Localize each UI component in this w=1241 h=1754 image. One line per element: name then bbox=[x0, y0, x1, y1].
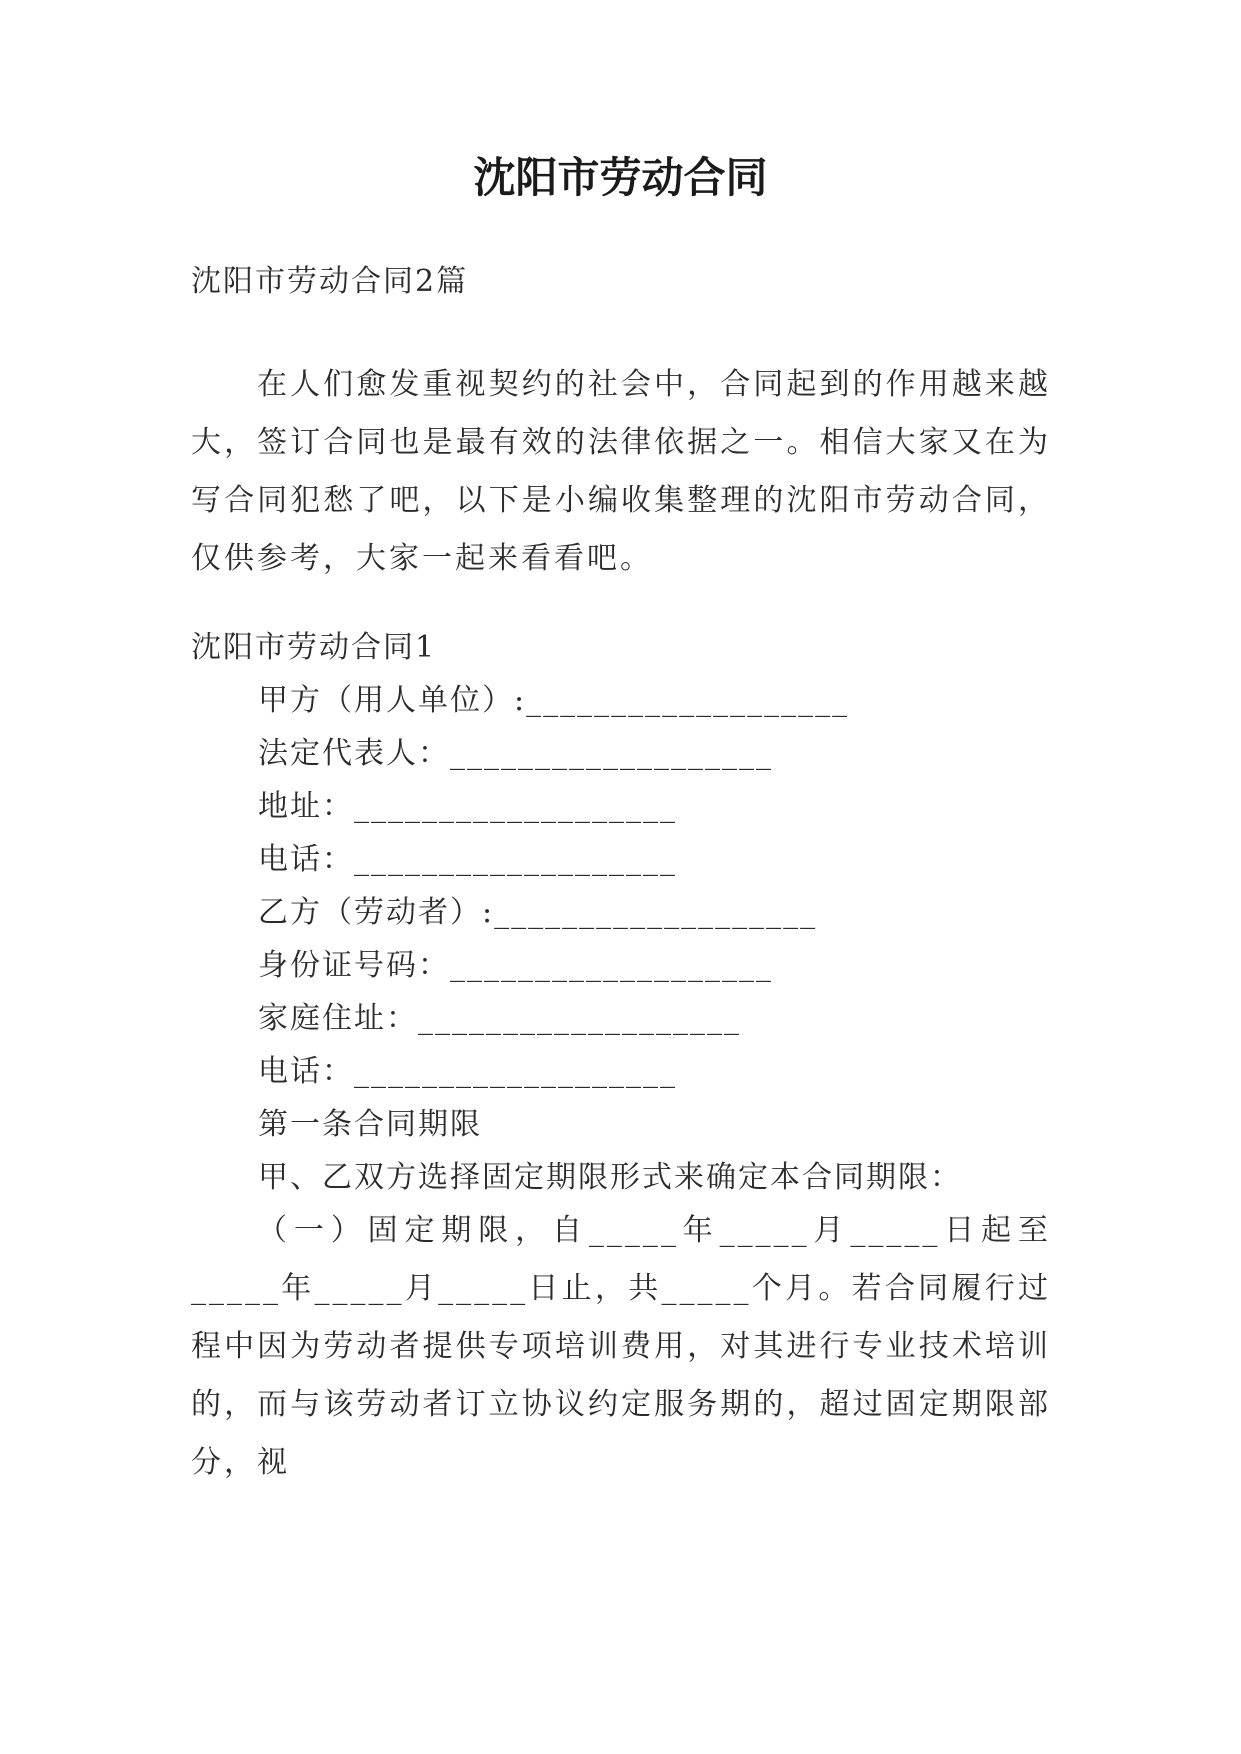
intro-paragraph: 在人们愈发重视契约的社会中，合同起到的作用越来越大，签订合同也是最有效的法律依据之一。相信大家又在为写合同犯愁了吧，以下是小编收集整理的沈阳市劳动合同，仅供参考，大家一起来看看吧。 bbox=[191, 367, 1051, 576]
field-address: 地址：___________________ bbox=[258, 789, 677, 824]
document-subtitle: 沈阳市劳动合同2篇 bbox=[191, 264, 469, 299]
article-text: 甲、乙双方选择固定期限形式来确定本合同期限： bbox=[258, 1160, 962, 1195]
field-party-a: 甲方（用人单位）:___________________ bbox=[258, 683, 850, 718]
document-title: 沈阳市劳动合同 bbox=[473, 153, 768, 202]
field-legal-representative: 法定代表人：___________________ bbox=[258, 736, 773, 771]
field-home-address: 家庭住址：___________________ bbox=[258, 1001, 741, 1036]
field-phone-b: 电话：___________________ bbox=[258, 1054, 677, 1089]
field-phone-a: 电话：___________________ bbox=[258, 842, 677, 877]
article-heading: 第一条合同期限 bbox=[258, 1107, 482, 1142]
field-id-number: 身份证号码：___________________ bbox=[258, 948, 773, 983]
article-paragraph: （一）固定期限，自_____年_____月_____日起至_____年_____月_____日止，共_____个月。若合同履行过程中因为劳动者提供专项培训费用，对其进行专业技术培训的，而与该劳动者订立协议约定服务期的，超过固定期限部分，视 bbox=[191, 1213, 1051, 1480]
field-party-b: 乙方（劳动者）:___________________ bbox=[258, 895, 818, 930]
section-heading: 沈阳市劳动合同1 bbox=[191, 630, 437, 665]
